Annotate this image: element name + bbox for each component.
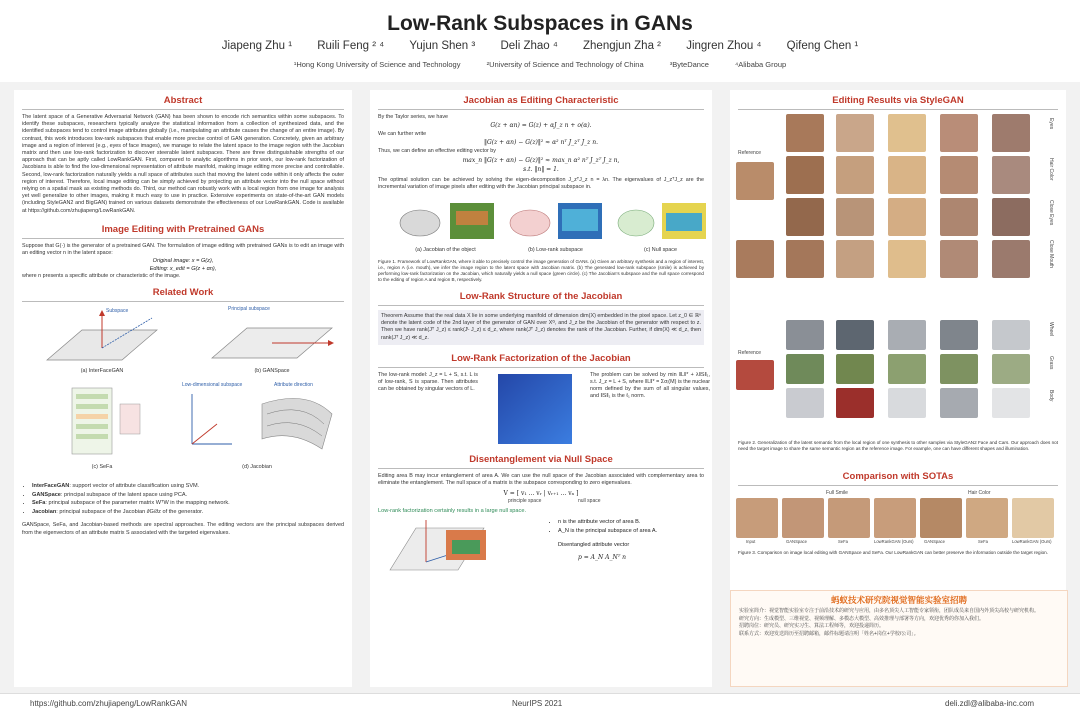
- author: Jiapeng Zhu ¹: [221, 40, 293, 52]
- car-results-grid: [730, 318, 1066, 428]
- face-image: [786, 240, 824, 278]
- footer-repo-link[interactable]: https://github.com/zhujiapeng/LowRankGAN: [30, 699, 187, 708]
- disent-item: • n is the attribute vector of area B.: [558, 518, 657, 527]
- editing-equation: Original image: x = G(z),: [152, 258, 214, 265]
- face-image: [940, 240, 978, 278]
- related-caption: (a) InterFaceGAN: [80, 368, 124, 375]
- left-column: [14, 90, 352, 687]
- jacobian-eq3: max_n ‖G(z + αn) − G(z)‖² ≈ max_n α² nᵀ J_zᵀ J_z n,: [462, 156, 620, 164]
- figure3-caption: Figure 3. Comparison on image local editing with GANSpace and SeFa. Our LowRankGAN can better preserve the information outside the target region.: [738, 550, 1048, 555]
- car-image: [786, 320, 824, 350]
- nullspace-diagram: [386, 516, 496, 574]
- sota-label: GANSpace: [924, 539, 945, 544]
- reference-label: Reference: [738, 150, 762, 156]
- editing-title: Image Editing with Pretrained GANs: [22, 221, 344, 239]
- sota-face: [1012, 498, 1054, 538]
- sota-face: [874, 498, 916, 538]
- theorem-box: Theorem Assume that the real data X lie in some underlying manifold of dimension dim(X) embedded in the pixel space. Let z_0 ∈ ℝⁿ denote the latent code of the 2nd layer of the generator of GAN over Xᴳ, and J_z be the Jacobian of the generator with respect to z. Then we have rank(Jᵀ J_z) ≤ rank(Jᴸ J_z) ≤ d_z, where rank(Jᵀ J_z) denotes the rank of the Jacobian. Further, if dim(X) ≪ d_z, then rank(Jᵀ J_z) ≪ d_z.: [378, 310, 704, 345]
- factor-right: The problem can be solved by min ‖L‖* + λ‖S‖₁, s.t. J_z = L + S, where ‖L‖* = Σσᵢ(M) is the nuclear norm defined by the sum of all singular values, and ‖S‖₁ is the ℓ₁ norm.: [590, 371, 710, 400]
- affiliation: ⁴Alibaba Group: [734, 60, 787, 69]
- car-image: [888, 388, 926, 418]
- ad-line: 招聘岗位：研究员、研究实习生、算法工程师等，欢迎投递简历。: [739, 623, 885, 629]
- author: Zhengjun Zha ²: [583, 40, 661, 52]
- author: Qifeng Chen ¹: [786, 40, 859, 52]
- sota-grid: [730, 490, 1066, 546]
- jacobian-mid: We can further write: [378, 131, 427, 138]
- row-label: Close Mouth: [1048, 240, 1054, 269]
- sota-group-label: Hair Color: [968, 490, 991, 496]
- related-caption: (b) GANSpace: [254, 368, 290, 375]
- affiliation: ²University of Science and Technology of China: [486, 60, 644, 69]
- abstract-title: Abstract: [22, 92, 344, 110]
- sota-label: SeFa: [978, 539, 989, 544]
- car-image: [786, 354, 824, 384]
- framework-caption: (b) Low-rank subspace: [528, 247, 583, 254]
- interfacegan-diagram: [42, 308, 162, 366]
- related-caption: (d) Jacobian: [242, 464, 272, 471]
- face-image: [992, 114, 1030, 152]
- ad-title: 蚂蚁技术研究院视觉智能实验室招聘: [830, 595, 967, 605]
- car-image: [836, 320, 874, 350]
- face-image: [786, 156, 824, 194]
- jacobian-eq2: ‖G(z + αn) − G(z)‖² ≈ α² nᵀ J_zᵀ J_z n.: [483, 139, 598, 147]
- sota-label: Input: [746, 539, 756, 544]
- author: Yujun Shen ³: [409, 40, 476, 52]
- disent-highlight: Low-rank factorization certainly results in a large null space.: [378, 508, 526, 515]
- face-image: [992, 156, 1030, 194]
- editing-text: Suppose that G(·) is the generator of a pretrained GAN. The formulation of image editing with pretrained GANs is to edit an image with an editing vector n in the latent space:: [22, 242, 344, 257]
- car-image: [786, 388, 824, 418]
- face-image: [888, 156, 926, 194]
- car-image: [992, 320, 1030, 350]
- disent-bottom: Disentangled attribute vector: [558, 542, 630, 549]
- car-image: [836, 388, 874, 418]
- results-title: Editing Results via StyleGAN: [738, 92, 1058, 110]
- face-image: [786, 198, 824, 236]
- car-image: [888, 320, 926, 350]
- principle-space-label: principle space: [508, 498, 542, 505]
- factor-title: Low-Rank Factorization of the Jacobian: [378, 350, 704, 368]
- ganspace-diagram: [202, 308, 342, 366]
- disent-item: • A_N is the principal subspace of area A.: [558, 527, 657, 536]
- sota-label: GANSpace: [786, 539, 807, 544]
- jacobian-intro: By the Taylor series, we have: [378, 114, 449, 120]
- disent-eq: V = [ v₁ ... vᵣ | vᵣ₊₁ ... vₙ ]: [503, 490, 579, 498]
- row-label: Grass: [1048, 356, 1054, 370]
- car-image: [992, 388, 1030, 418]
- face-image: [836, 198, 874, 236]
- row-label: Wheel: [1048, 322, 1054, 337]
- face-results-grid: [730, 112, 1066, 292]
- affiliation: ¹Hong Kong University of Science and Technology: [293, 60, 461, 69]
- figure2-caption: Figure 2. Generalization of the latent semantic from the local region of one synthesis to other samples via StyleGAN2 Face and Cars. Our approach does not need the target image to share the same semantic region as the reference image. For example, one can have different shapes and illumination.: [738, 440, 1058, 451]
- face-image: [940, 156, 978, 194]
- method-list: [32, 482, 344, 516]
- affiliation: ³ByteDance: [669, 60, 709, 69]
- row-label: Hair Color: [1048, 158, 1054, 181]
- recruiting-banner: [730, 590, 1068, 687]
- sota-face: [736, 498, 778, 538]
- editing-tail: where n presents a specific attribute or characteristic of the image.: [22, 273, 181, 280]
- ad-line: 研究方向：生成模型、三维视觉、视频理解、多模态大模型、高效推理与部署等方向，欢迎优秀的你加入我们。: [739, 615, 985, 622]
- face-image: [888, 198, 926, 236]
- face-image: [786, 114, 824, 152]
- subspace-label: Subspace: [106, 308, 129, 315]
- reference-face: [736, 162, 774, 200]
- face-image: [836, 114, 874, 152]
- reference-label: Reference: [738, 350, 762, 356]
- method-item: • SeFa: principal subspace of the parameter matrix WᵀW in the mapping network.: [32, 499, 344, 508]
- car-image: [940, 354, 978, 384]
- face-image: [836, 240, 874, 278]
- author: Deli Zhao ⁴: [500, 40, 558, 52]
- footer-venue: NeurIPS 2021: [512, 699, 563, 708]
- method-item: • Jacobian: principal subspace of the Jacobian ∂G/∂z of the generator.: [32, 508, 344, 517]
- face-image: [940, 114, 978, 152]
- sota-group-label: Full Smile: [826, 490, 848, 496]
- disent-list: [548, 518, 657, 536]
- jacobian-diagram: [172, 384, 342, 462]
- framework-diagram: [390, 199, 710, 245]
- poster-title: Low-Rank Subspaces in GANs: [387, 12, 693, 35]
- face-image: [836, 156, 874, 194]
- principal-subspace-label: Principal subspace: [228, 306, 270, 313]
- related-tail: GANSpace, SeFa, and Jacobian-based methods are spectral approaches. The editing vectors are the principal subspaces derived from the eigenvectors of an attribute matrix S associated with the targeted eigenvalues.: [22, 522, 344, 536]
- disent-title: Disentanglement via Null Space: [378, 451, 704, 469]
- face-image: [992, 198, 1030, 236]
- related-caption: (c) SeFa: [91, 464, 113, 471]
- sefa-diagram: [52, 384, 152, 462]
- framework-caption: (c) Null space: [644, 247, 677, 254]
- reference-car: [736, 360, 774, 390]
- jacobian-title: Jacobian as Editing Characteristic: [378, 92, 704, 110]
- footer-email[interactable]: deli.zdl@alibaba-inc.com: [945, 699, 1035, 708]
- framework-caption: (a) Jacobian of the object: [415, 247, 476, 254]
- author: Jingren Zhou ⁴: [686, 40, 762, 52]
- jacobian-eq3b: s.t. ‖n‖ = 1.: [523, 165, 559, 173]
- face-image: [888, 114, 926, 152]
- method-item: • InterFaceGAN: support vector of attribute classification using SVM.: [32, 482, 344, 491]
- sota-face: [920, 498, 962, 538]
- face-image: [736, 240, 774, 278]
- affiliation-list: [0, 60, 1080, 69]
- abstract-text: The latent space of a Generative Adversarial Network (GAN) has been shown to encode rich semantics within some subspaces. To identify these subspaces, researchers typically analyze the statistical information from a collection of synthesized data, and the identified subspaces tend to control image attributes globally (i.e., manipulating an attribute causes the change of an entire image). By contrast, this work introduces low-rank subspaces that enable more precise control of GAN generation. Concretely, given an arbitrary image and a region of interest (e.g., eyes of face images), we manage to relate the latent space to the image region with the Jacobian matrix and then use low-rank factorization to discover steerable latent subspaces. There are three distinguishable strengths of our approach that can be aptly called LowRankGAN. First, compared to analytic algorithms in prior work, our low-rank factorization of Jacobians is able to find the low-dimensional representation of attribute manifold, making image editing more precise and controllable. Second, low-rank factorization naturally yields a null space of attributes such that moving the latent code within it only affects the outer region of interest. Therefore, local image editing can be simply achieved by projecting an attribute vector into the null space without relying on a spatial mask as existing methods do. Third, our method can robustly work with a local region from one image for analysis yet well generalize to other images, making it much easy to use in practice. Extensive experiments on state-of-the-art GAN models (including StyleGAN2 and BigGAN) trained on various datasets demonstrate the effectiveness of our LowRankGAN. Code is available at https://github.com/zhujiapeng/LowRankGAN.: [22, 114, 344, 214]
- disent-eq2: p = A_N A_Nᵀ n: [578, 554, 627, 562]
- face-image: [940, 198, 978, 236]
- car-image: [836, 354, 874, 384]
- related-title: Related Work: [22, 284, 344, 302]
- figure1-caption: Figure 1. Framework of LowRankGAN, where it able to precisely control the image generation of GANs. (a) Given an arbitrary synthesis and a region of interest, i.e., region A (i.e. mouth), we infer the image region to the latent space with Jacobian matrix. (b) The generated low-rank subspace (smile) is achieved by performing low-rank factorization on the Jacobian, which naturally yields a null space (green circle). (c) The Jacobian's subspace and the null space correspond to the editing of region A and region B, respectively.: [378, 259, 704, 283]
- method-item: • GANSpace: principal subspace of the latent space using PCA.: [32, 491, 344, 500]
- sota-label: SeFa: [838, 539, 849, 544]
- poster-header: [0, 0, 1080, 82]
- ad-line: 联系方式：欢迎发送简历至招聘邮箱，邮件标题请注明「姓名+岗位+学校/公司」。: [739, 630, 919, 637]
- face-image: [888, 240, 926, 278]
- disent-text: Editing area B may incur entanglement of area A. We can use the null space of the Jacobian associated with complementary area to eliminate the entanglement. The null space of a matrix is the subspace corresponding to zero eigenvalues.: [378, 472, 704, 487]
- row-label: Eyes: [1048, 118, 1054, 130]
- row-label: Body: [1048, 390, 1054, 402]
- sota-face: [782, 498, 824, 538]
- lowrank-title: Low-Rank Structure of the Jacobian: [378, 288, 704, 306]
- jacobian-mid2: Thus, we can define an effective editing vector by: [378, 148, 496, 155]
- factor-left: The low-rank model: J_z = L + S, s.t. L is of low-rank, S is sparse. Then attributes can be obtained by singular vectors of L.: [378, 371, 478, 393]
- editing-equation: Editing: x_edit = G(z + αn),: [149, 266, 217, 273]
- attribute-direction-label: Attribute direction: [274, 382, 313, 389]
- ad-line: 实验室简介：视觉智能实验室专注于前沿技术的研究与应用，由多名顶尖人工智能专家领衔，团队成员来自国内外顶尖高校与研究机构。: [739, 608, 1040, 614]
- poster-footer: [0, 693, 1080, 714]
- car-image: [940, 388, 978, 418]
- face-image: [992, 240, 1030, 278]
- jacobian-text: The optimal solution can be achieved by solving the eigen-decomposition J_zᵀJ_z n = λn. The eigenvalues of J_zᵀJ_z are the incremental variation of image pixels after editing with the Jacobian principal subspace in.: [378, 176, 704, 190]
- sota-label: LowRankGAN (Ours): [1012, 539, 1052, 544]
- car-image: [940, 320, 978, 350]
- middle-column: [370, 90, 712, 687]
- factor-matrix: [498, 374, 572, 444]
- null-space-label: null space: [578, 498, 601, 505]
- author-list: [0, 40, 1080, 52]
- framework-figure: [378, 195, 704, 259]
- sota-face: [966, 498, 1008, 538]
- row-label: Close Eyes: [1048, 200, 1054, 226]
- car-image: [992, 354, 1030, 384]
- related-figure: [22, 306, 344, 478]
- author: Ruili Feng ² ⁴: [317, 40, 385, 52]
- low-dim-subspace-label: Low-dimensional subspace: [182, 382, 243, 389]
- car-image: [888, 354, 926, 384]
- sota-label: LowRankGAN (Ours): [874, 539, 914, 544]
- sota-face: [828, 498, 870, 538]
- sota-title: Comparison with SOTAs: [738, 468, 1058, 486]
- jacobian-eq1: G(z + αn) = G(z) + αJ_z n + o(α).: [490, 122, 592, 130]
- factor-block: [378, 371, 710, 448]
